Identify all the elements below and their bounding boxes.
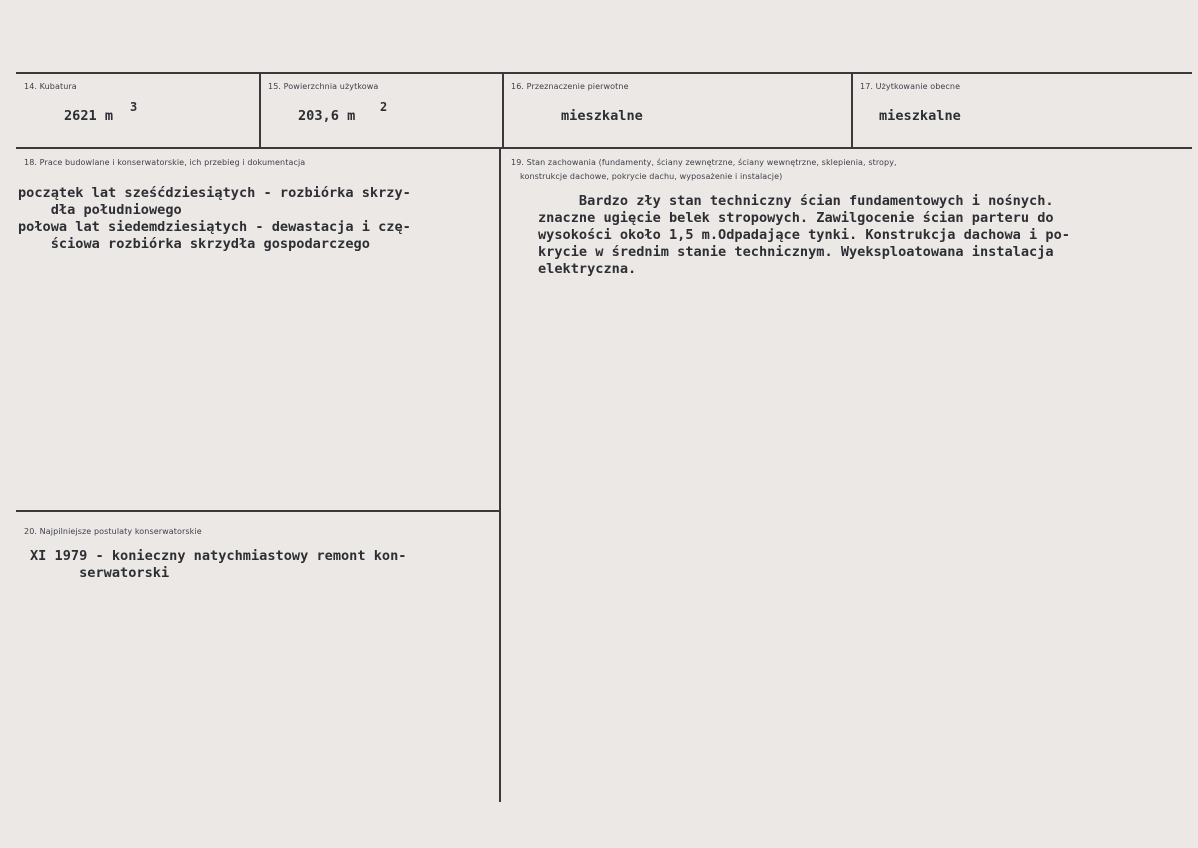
field-14-unit-exponent: 3 bbox=[130, 100, 138, 114]
divider-left-right bbox=[499, 147, 501, 802]
field-19-line: Bardzo zły stan techniczny ścian fundamentowych i nośnych. bbox=[538, 193, 1054, 209]
field-18-20-divider bbox=[16, 510, 501, 512]
field-18-line: połowa lat siedemdziesiątych - dewastacja i czę- bbox=[18, 219, 411, 235]
field-14-value: 2621 m bbox=[64, 108, 114, 124]
field-19-line: elektryczna. bbox=[538, 261, 637, 277]
field-19-label: 19. Stan zachowania (fundamenty, ściany zewnętrzne, ściany wewnętrzne, sklepienia, stropy, bbox=[511, 158, 897, 167]
row-rule bbox=[16, 147, 1192, 149]
field-15-unit-exponent: 2 bbox=[380, 100, 388, 114]
field-19-label-continuation: konstrukcje dachowe, pokrycie dachu, wyposażenie i instalacje) bbox=[520, 172, 783, 181]
field-20-line: XI 1979 - konieczny natychmiastowy remont kon- bbox=[30, 548, 407, 564]
field-15-value: 203,6 m bbox=[298, 108, 356, 124]
field-15-label: 15. Powierzchnia użytkowa bbox=[268, 82, 379, 91]
field-19-line: krycie w średnim stanie technicznym. Wyeksploatowana instalacja bbox=[538, 244, 1054, 260]
field-20-line: serwatorski bbox=[30, 565, 170, 581]
field-18-line: dła południowego bbox=[18, 202, 182, 218]
field-16-value: mieszkalne bbox=[561, 108, 643, 124]
divider-14-15 bbox=[259, 72, 261, 148]
field-17-label: 17. Użytkowanie obecne bbox=[860, 82, 961, 91]
top-rule bbox=[16, 72, 1192, 74]
field-19-line: wysokości około 1,5 m.Odpadające tynki. Konstrukcja dachowa i po- bbox=[538, 227, 1070, 243]
field-18-label: 18. Prace budowlane i konserwatorskie, ich przebieg i dokumentacja bbox=[24, 158, 306, 167]
field-18-line: początek lat sześćdziesiątych - rozbiórka skrzy- bbox=[18, 185, 411, 201]
field-20-label: 20. Najpilniejsze postulaty konserwatorskie bbox=[24, 527, 202, 536]
divider-16-17 bbox=[851, 72, 853, 148]
field-17-value: mieszkalne bbox=[879, 108, 961, 124]
field-16-label: 16. Przeznaczenie pierwotne bbox=[511, 82, 629, 91]
field-18-line: ściowa rozbiórka skrzydła gospodarczego bbox=[18, 236, 370, 252]
field-14-label: 14. Kubatura bbox=[24, 82, 77, 91]
divider-15-16 bbox=[502, 72, 504, 148]
field-19-line: znaczne ugięcie belek stropowych. Zawilgocenie ścian parteru do bbox=[538, 210, 1054, 226]
